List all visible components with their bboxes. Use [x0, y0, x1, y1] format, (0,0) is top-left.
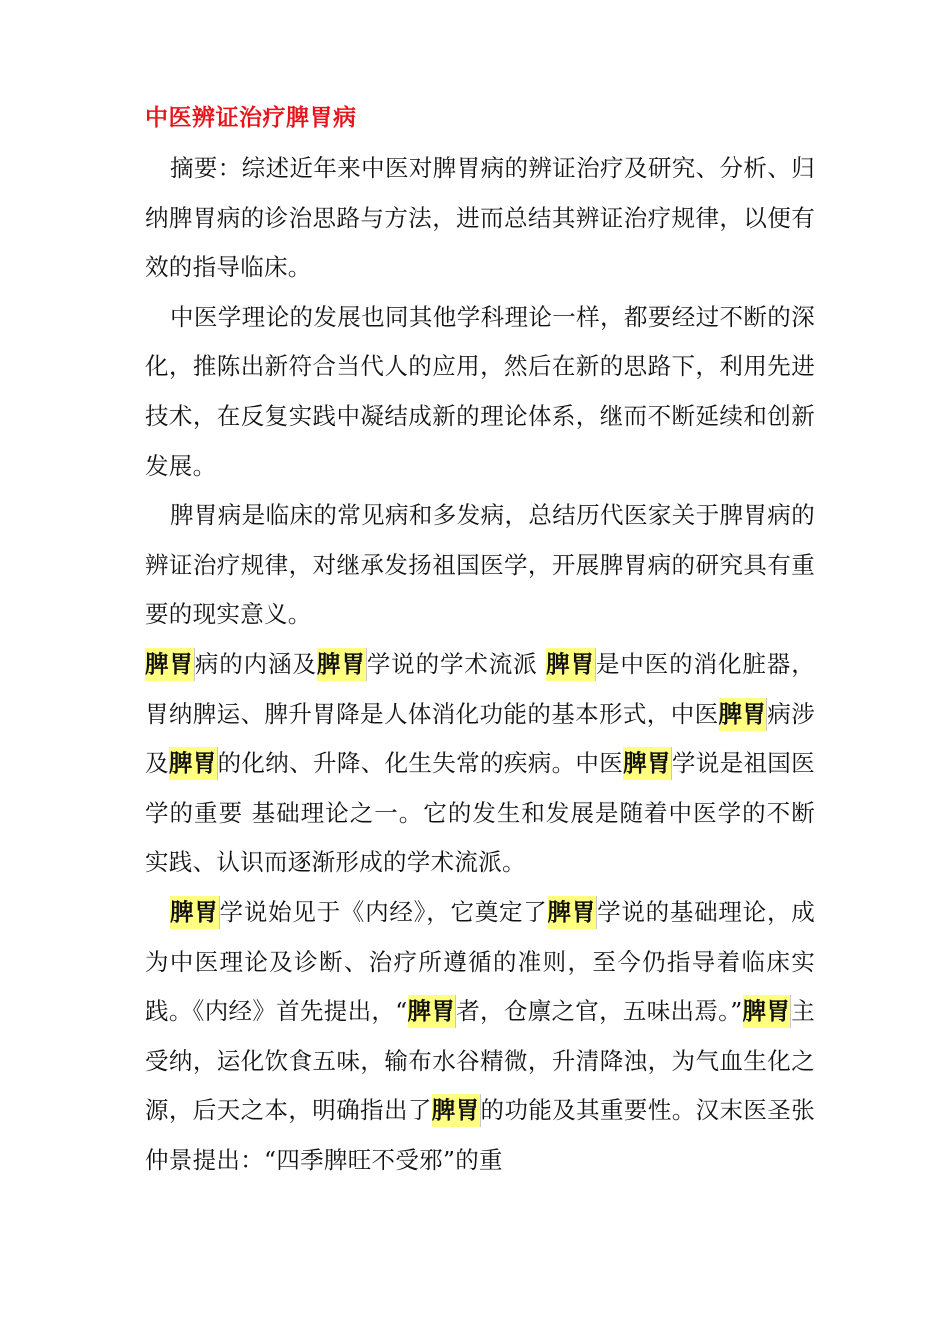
document-body	[145, 144, 815, 1185]
highlighted-term: 脾胃	[169, 747, 218, 780]
highlighted-term: 脾胃	[145, 648, 195, 681]
text-run: 学说的学术流派	[366, 649, 547, 678]
text-run: 中医学理论的发展也同其他学科理论一样，都要经过不断的深化，推陈出新符合当代人的应用，然后在新的思路下，利用先进技术，在反复实践中凝结成新的理论体系，继而不断延续和创新发展。	[145, 302, 815, 480]
highlighted-term: 脾胃	[432, 1094, 481, 1127]
text-run: 的化纳、升降、化生失常的疾病。中医	[217, 749, 624, 778]
text-run: 脾胃病是临床的常见病和多发病，总结历代医家关于脾胃病的辨证治疗规律，对继承发扬祖国医学，开展脾胃病的研究具有重要的现实意义。	[145, 501, 815, 629]
text-run: 者，仓廪之官，五味出焉。”	[456, 997, 743, 1026]
text-run: 摘要：综述近年来中医对脾胃病的辨证治疗及研究、分析、归纳脾胃病的诊治思路与方法，进而总结其辨证治疗规律，以便有效的指导临床。	[145, 154, 815, 282]
paragraph-2	[145, 293, 815, 491]
paragraph-3	[145, 491, 815, 640]
text-run: 是中医的消化脏器，胃纳脾运、脾升胃降是人体消化功能的基本形式，中医	[145, 649, 816, 728]
paragraph-1	[145, 144, 815, 293]
highlighted-term: 脾胃	[548, 896, 598, 929]
text-run: 学说始见于《内经》，它奠定了	[219, 897, 548, 926]
text-run: 学说是祖国医学的重要 基础理论之一。它的发生和发展是随着中医学的不断实践、认识而逐渐形成的学术流派。	[145, 749, 815, 877]
highlighted-term: 脾胃	[408, 995, 457, 1028]
text-run: 病涉及	[145, 699, 815, 778]
highlighted-term: 脾胃	[546, 648, 596, 681]
highlighted-term: 脾胃	[719, 698, 768, 731]
text-run: 病的内涵及	[194, 649, 317, 678]
highlighted-term: 脾胃	[170, 896, 220, 929]
document-title: 中医辨证治疗脾胃病	[145, 104, 357, 131]
text-run: 的功能及其重要性。汉末医圣张仲景提出：“四季脾旺不受邪”的重	[145, 1096, 815, 1174]
document-page	[145, 98, 815, 1185]
paragraph-4	[145, 640, 815, 888]
text-run: 学说的基础理论，成为中医理论及诊断、治疗所遵循的准则，至今仍指导着临床实践。《内经》首先提出，“	[145, 897, 816, 1026]
highlighted-term: 脾胃	[743, 995, 792, 1028]
text-run: 主受纳，运化饮食五味，输布水谷精微，升清降浊，为气血生化之源，后天之本，明确指出了	[145, 997, 815, 1125]
highlighted-term: 脾胃	[623, 747, 672, 780]
paragraph-5	[145, 888, 815, 1186]
highlighted-term: 脾胃	[317, 648, 367, 681]
